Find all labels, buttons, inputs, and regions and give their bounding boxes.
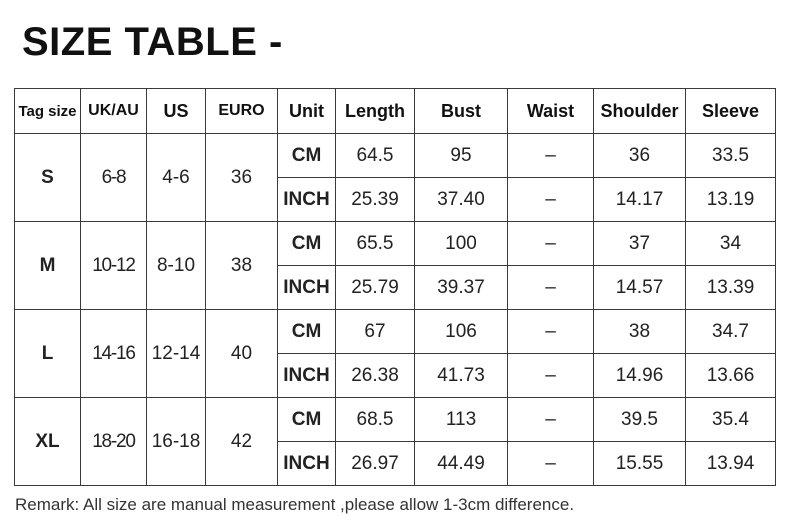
bust-cell: 113	[415, 398, 508, 442]
header-euro: EURO	[206, 89, 278, 134]
length-cell: 25.79	[336, 266, 415, 310]
euro-cell: 42	[206, 398, 278, 486]
tag-size-cell: XL	[15, 398, 81, 486]
unit-cell: CM	[278, 222, 336, 266]
uk-au-cell: 18-20	[81, 398, 147, 486]
header-waist: Waist	[508, 89, 594, 134]
sleeve-cell: 33.5	[686, 134, 776, 178]
size-table	[14, 88, 776, 486]
bust-cell: 95	[415, 134, 508, 178]
shoulder-cell: 14.57	[594, 266, 686, 310]
shoulder-cell: 15.55	[594, 442, 686, 486]
us-cell: 12-14	[147, 310, 206, 398]
sleeve-cell: 13.39	[686, 266, 776, 310]
table-row	[15, 222, 776, 266]
tag-size-cell: L	[15, 310, 81, 398]
unit-cell: CM	[278, 398, 336, 442]
length-cell: 25.39	[336, 178, 415, 222]
tag-size-cell: S	[15, 134, 81, 222]
sleeve-cell: 35.4	[686, 398, 776, 442]
length-cell: 26.97	[336, 442, 415, 486]
header-bust: Bust	[415, 89, 508, 134]
unit-cell: CM	[278, 310, 336, 354]
uk-au-cell: 14-16	[81, 310, 147, 398]
unit-cell: INCH	[278, 178, 336, 222]
header-tag-size: Tag size	[15, 89, 81, 134]
euro-cell: 40	[206, 310, 278, 398]
waist-cell: –	[508, 310, 594, 354]
header-sleeve: Sleeve	[686, 89, 776, 134]
bust-cell: 106	[415, 310, 508, 354]
bust-cell: 37.40	[415, 178, 508, 222]
waist-cell: –	[508, 178, 594, 222]
waist-cell: –	[508, 134, 594, 178]
euro-cell: 38	[206, 222, 278, 310]
length-cell: 67	[336, 310, 415, 354]
length-cell: 68.5	[336, 398, 415, 442]
header-unit: Unit	[278, 89, 336, 134]
waist-cell: –	[508, 398, 594, 442]
bust-cell: 41.73	[415, 354, 508, 398]
sleeve-cell: 13.19	[686, 178, 776, 222]
tag-size-cell: M	[15, 222, 81, 310]
header-us: US	[147, 89, 206, 134]
waist-cell: –	[508, 266, 594, 310]
waist-cell: –	[508, 222, 594, 266]
sleeve-cell: 34	[686, 222, 776, 266]
unit-cell: INCH	[278, 442, 336, 486]
length-cell: 64.5	[336, 134, 415, 178]
us-cell: 8-10	[147, 222, 206, 310]
header-uk-au: UK/AU	[81, 89, 147, 134]
uk-au-cell: 10-12	[81, 222, 147, 310]
shoulder-cell: 37	[594, 222, 686, 266]
sleeve-cell: 34.7	[686, 310, 776, 354]
unit-cell: INCH	[278, 266, 336, 310]
sleeve-cell: 13.94	[686, 442, 776, 486]
us-cell: 16-18	[147, 398, 206, 486]
header-row	[15, 89, 776, 134]
unit-cell: CM	[278, 134, 336, 178]
shoulder-cell: 38	[594, 310, 686, 354]
us-cell: 4-6	[147, 134, 206, 222]
page-title: SIZE TABLE -	[22, 20, 283, 64]
length-cell: 26.38	[336, 354, 415, 398]
bust-cell: 100	[415, 222, 508, 266]
shoulder-cell: 36	[594, 134, 686, 178]
table-row	[15, 310, 776, 354]
remark-note: Remark: All size are manual measurement ,please allow 1-3cm difference.	[15, 495, 575, 514]
header-length: Length	[336, 89, 415, 134]
waist-cell: –	[508, 442, 594, 486]
bust-cell: 39.37	[415, 266, 508, 310]
header-shoulder: Shoulder	[594, 89, 686, 134]
shoulder-cell: 14.17	[594, 178, 686, 222]
unit-cell: INCH	[278, 354, 336, 398]
shoulder-cell: 14.96	[594, 354, 686, 398]
table-row	[15, 134, 776, 178]
bust-cell: 44.49	[415, 442, 508, 486]
length-cell: 65.5	[336, 222, 415, 266]
euro-cell: 36	[206, 134, 278, 222]
shoulder-cell: 39.5	[594, 398, 686, 442]
table-row	[15, 398, 776, 442]
sleeve-cell: 13.66	[686, 354, 776, 398]
uk-au-cell: 6-8	[81, 134, 147, 222]
waist-cell: –	[508, 354, 594, 398]
